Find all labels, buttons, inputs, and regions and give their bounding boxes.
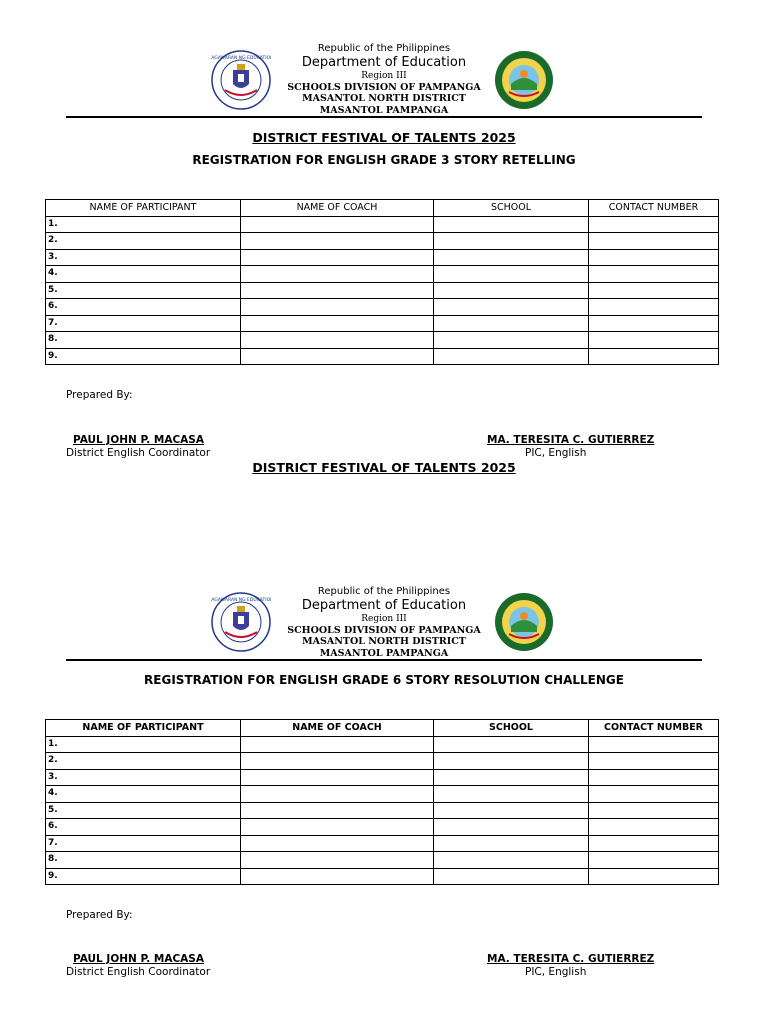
row-number: 2. <box>46 233 241 250</box>
table-cell[interactable] <box>589 802 719 819</box>
header-location: MASANTOL PAMPANGA <box>319 648 449 659</box>
row-number: 9. <box>46 348 241 365</box>
table-cell[interactable] <box>434 835 589 852</box>
signer-name: PAUL JOHN P. MACASA <box>73 434 204 446</box>
table-cell[interactable] <box>589 282 719 299</box>
header-department: Department of Education <box>301 55 467 70</box>
svg-text:KAGAWARAN NG EDUCATION: KAGAWARAN NG EDUCATION <box>211 598 271 603</box>
prepared-by-label: Prepared By: <box>66 389 133 401</box>
table-cell[interactable] <box>434 802 589 819</box>
table-cell[interactable] <box>434 332 589 349</box>
signer-name: PAUL JOHN P. MACASA <box>73 953 204 965</box>
table-cell[interactable] <box>589 315 719 332</box>
table-cell[interactable] <box>589 348 719 365</box>
table-cell[interactable] <box>434 348 589 365</box>
header-division: SCHOOLS DIVISION OF PAMPANGA <box>287 625 481 636</box>
table-cell[interactable] <box>589 299 719 316</box>
row-number: 1. <box>46 736 241 753</box>
header-district: MASANTOL NORTH DISTRICT <box>302 93 466 104</box>
table-cell[interactable] <box>241 819 434 836</box>
table-cell[interactable] <box>241 315 434 332</box>
row-number: 8. <box>46 852 241 869</box>
row-number: 4. <box>46 786 241 803</box>
header-location: MASANTOL PAMPANGA <box>319 105 449 116</box>
table-row <box>46 736 719 753</box>
column-header: NAME OF PARTICIPANT <box>46 720 241 737</box>
prepared-by-label: Prepared By: <box>66 909 133 921</box>
row-number: 6. <box>46 299 241 316</box>
header-republic: Republic of the Philippines <box>317 43 451 54</box>
table-row <box>46 819 719 836</box>
table-cell[interactable] <box>589 769 719 786</box>
table-row <box>46 266 719 283</box>
column-header: NAME OF COACH <box>241 720 434 737</box>
column-header: SCHOOL <box>434 200 589 217</box>
table-row <box>46 753 719 770</box>
table-cell[interactable] <box>241 299 434 316</box>
signer-role: District English Coordinator <box>66 447 211 459</box>
table-cell[interactable] <box>589 819 719 836</box>
table-cell[interactable] <box>589 868 719 885</box>
table-cell[interactable] <box>241 216 434 233</box>
row-number: 3. <box>46 249 241 266</box>
table-row <box>46 852 719 869</box>
header-district: MASANTOL NORTH DISTRICT <box>302 636 466 647</box>
table-cell[interactable] <box>434 315 589 332</box>
table-cell[interactable] <box>241 332 434 349</box>
table-cell[interactable] <box>434 216 589 233</box>
row-number: 4. <box>46 266 241 283</box>
table-cell[interactable] <box>434 868 589 885</box>
table-header-row <box>46 720 719 737</box>
table-cell[interactable] <box>589 216 719 233</box>
header-department: Department of Education <box>301 598 467 613</box>
table-cell[interactable] <box>589 266 719 283</box>
row-number: 1. <box>46 216 241 233</box>
table-row <box>46 233 719 250</box>
registration-table <box>45 719 719 885</box>
signer-name: MA. TERESITA C. GUTIERREZ <box>487 434 655 446</box>
table-cell[interactable] <box>434 736 589 753</box>
table-cell[interactable] <box>241 852 434 869</box>
table-row <box>46 868 719 885</box>
row-number: 7. <box>46 315 241 332</box>
column-header: CONTACT NUMBER <box>589 200 719 217</box>
table-row <box>46 315 719 332</box>
table-cell[interactable] <box>434 282 589 299</box>
row-number: 5. <box>46 802 241 819</box>
table-cell[interactable] <box>241 249 434 266</box>
column-header: NAME OF COACH <box>241 200 434 217</box>
row-number: 9. <box>46 868 241 885</box>
svg-text:KAGAWARAN NG EDUCATION: KAGAWARAN NG EDUCATION <box>211 56 271 61</box>
table-cell[interactable] <box>241 348 434 365</box>
row-number: 2. <box>46 753 241 770</box>
column-header: SCHOOL <box>434 720 589 737</box>
table-cell[interactable] <box>241 769 434 786</box>
signer-role: PIC, English <box>525 447 587 459</box>
signer-role: District English Coordinator <box>66 966 211 978</box>
table-cell[interactable] <box>434 753 589 770</box>
festival-title: DISTRICT FESTIVAL OF TALENTS 2025 <box>252 460 516 475</box>
table-cell[interactable] <box>434 786 589 803</box>
table-cell[interactable] <box>434 233 589 250</box>
table-cell[interactable] <box>589 233 719 250</box>
table-cell[interactable] <box>241 233 434 250</box>
table-row <box>46 332 719 349</box>
table-cell[interactable] <box>589 249 719 266</box>
row-number: 5. <box>46 282 241 299</box>
table-cell[interactable] <box>241 835 434 852</box>
row-number: 3. <box>46 769 241 786</box>
table-cell[interactable] <box>434 299 589 316</box>
column-header: NAME OF PARTICIPANT <box>46 200 241 217</box>
table-cell[interactable] <box>241 868 434 885</box>
festival-title: DISTRICT FESTIVAL OF TALENTS 2025 <box>252 130 516 145</box>
table-row <box>46 282 719 299</box>
table-row <box>46 299 719 316</box>
table-row <box>46 802 719 819</box>
registration-title: REGISTRATION FOR ENGLISH GRADE 6 STORY RESOLUTION CHALLENGE <box>144 673 624 687</box>
table-cell[interactable] <box>589 332 719 349</box>
table-cell[interactable] <box>241 282 434 299</box>
registration-title: REGISTRATION FOR ENGLISH GRADE 3 STORY RETELLING <box>192 153 576 167</box>
signer-role: PIC, English <box>525 966 587 978</box>
table-row <box>46 769 719 786</box>
header-divider <box>66 116 702 118</box>
table-header-row <box>46 200 719 217</box>
table-cell[interactable] <box>434 852 589 869</box>
table-cell[interactable] <box>434 249 589 266</box>
table-cell[interactable] <box>241 802 434 819</box>
registration-table <box>45 199 719 365</box>
table-cell[interactable] <box>434 769 589 786</box>
header-region: Region III <box>361 71 407 81</box>
table-cell[interactable] <box>241 266 434 283</box>
table-cell[interactable] <box>589 835 719 852</box>
table-cell[interactable] <box>589 786 719 803</box>
table-cell[interactable] <box>589 736 719 753</box>
table-cell[interactable] <box>589 753 719 770</box>
table-row <box>46 835 719 852</box>
signer-name: MA. TERESITA C. GUTIERREZ <box>487 953 655 965</box>
table-cell[interactable] <box>589 852 719 869</box>
header-divider <box>66 659 702 661</box>
row-number: 6. <box>46 819 241 836</box>
table-cell[interactable] <box>241 736 434 753</box>
column-header: CONTACT NUMBER <box>589 720 719 737</box>
table-cell[interactable] <box>434 819 589 836</box>
header-republic: Republic of the Philippines <box>317 586 451 597</box>
row-number: 8. <box>46 332 241 349</box>
table-row <box>46 348 719 365</box>
table-row <box>46 216 719 233</box>
table-row <box>46 249 719 266</box>
header-region: Region III <box>361 614 407 624</box>
row-number: 7. <box>46 835 241 852</box>
table-cell[interactable] <box>434 266 589 283</box>
table-cell[interactable] <box>241 753 434 770</box>
header-division: SCHOOLS DIVISION OF PAMPANGA <box>287 82 481 93</box>
table-row <box>46 786 719 803</box>
table-cell[interactable] <box>241 786 434 803</box>
